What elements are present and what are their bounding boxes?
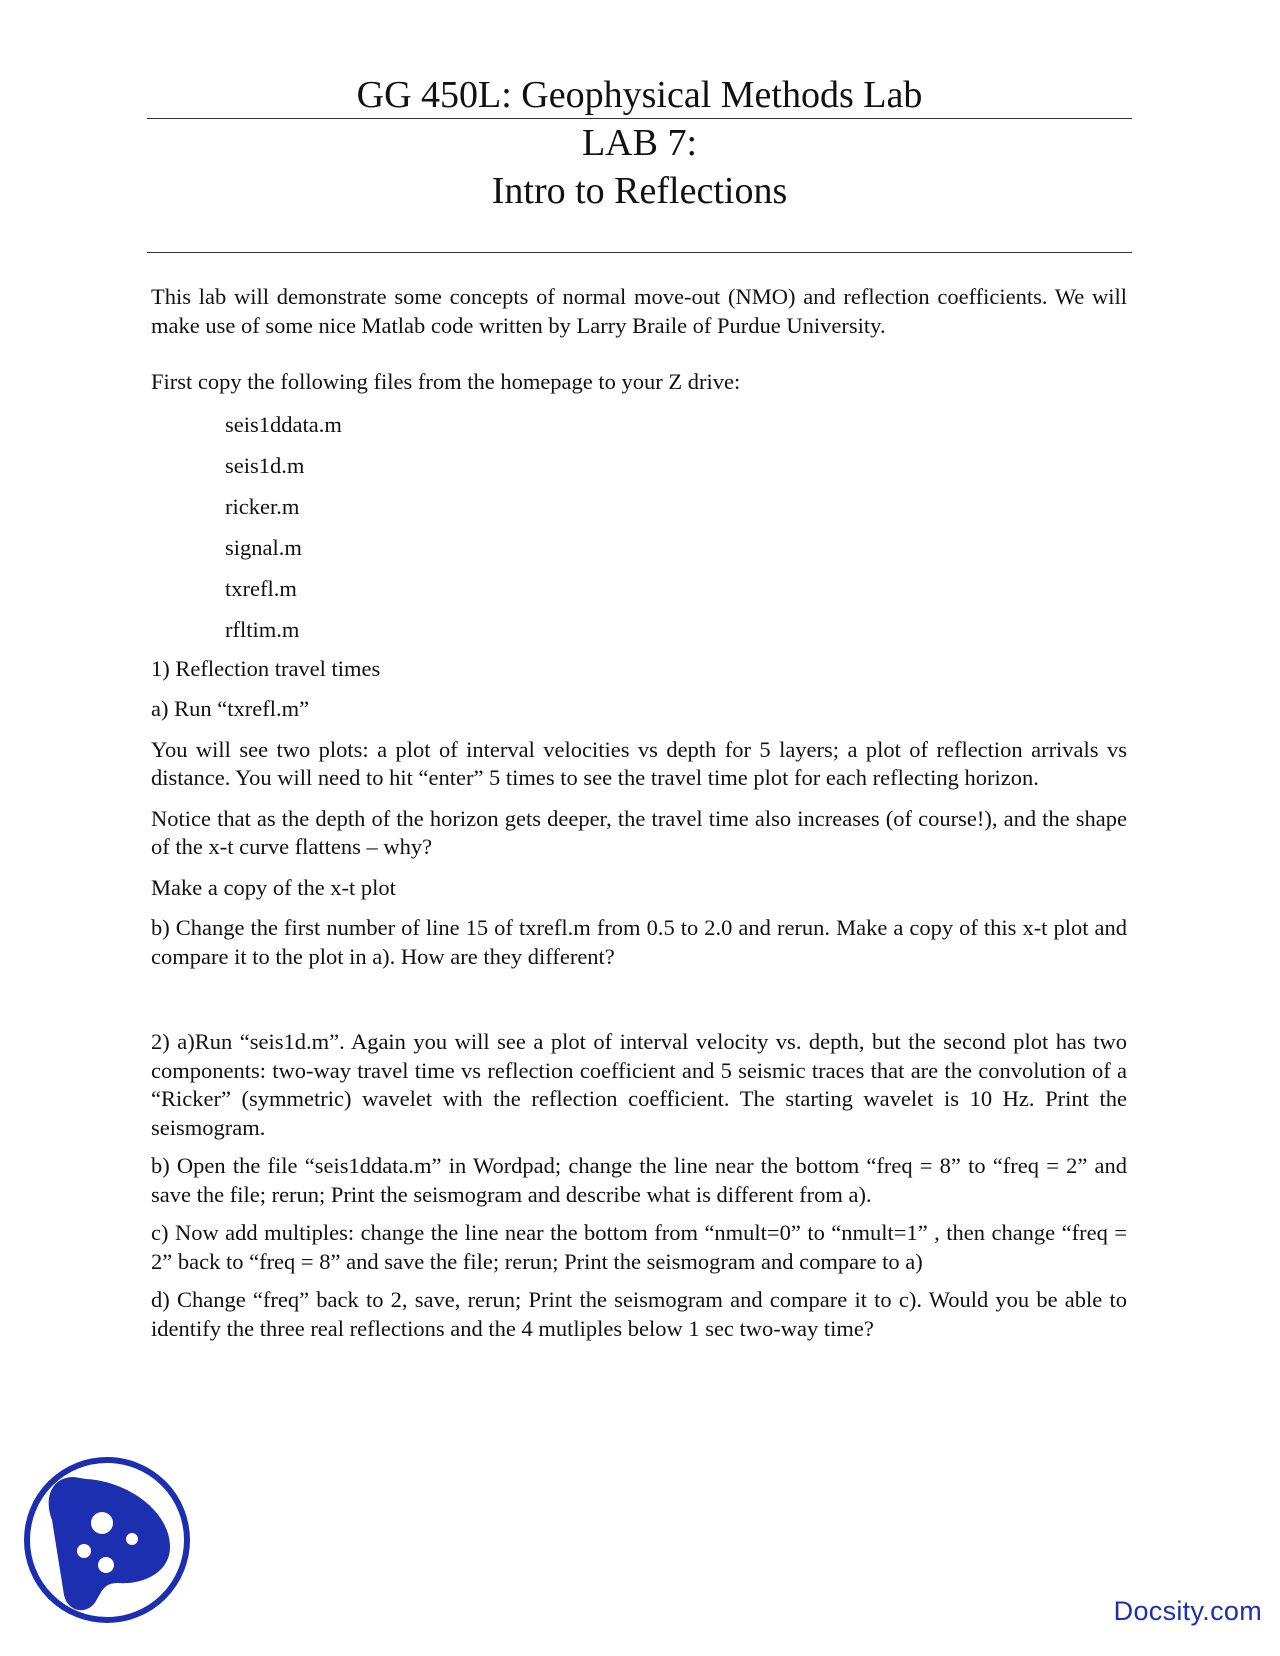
file-item: seis1d.m bbox=[225, 452, 305, 478]
document-header bbox=[147, 72, 1132, 215]
section1-b: b) Change the first number of line 15 of txrefl.m from 0.5 to 2.0 and rerun. Make a copy of this x-t plot and compare it to the plot in a). How are they different? bbox=[151, 915, 1127, 969]
lab-title: Intro to Reflections bbox=[491, 170, 788, 212]
file-item: ricker.m bbox=[225, 493, 300, 519]
file-list bbox=[151, 411, 1127, 657]
lab-number: LAB 7: bbox=[581, 122, 698, 164]
section1-a-description: You will see two plots: a plot of interval velocities vs depth for 5 layers; a plot of reflection arrivals vs distance. You will need to hit “enter” 5 times to see the travel time plot for each reflecting horizon. bbox=[151, 736, 1127, 790]
intro-paragraph: This lab will demonstrate some concepts of normal move-out (NMO) and reflection coefficients. We will make use of some nice Matlab code written by Larry Braile of Purdue University. bbox=[151, 284, 1127, 338]
file-item: signal.m bbox=[225, 534, 302, 560]
section1-heading: 1) Reflection travel times bbox=[151, 655, 381, 681]
copy-instruction: First copy the following files from the homepage to your Z drive: bbox=[151, 369, 741, 394]
section2-d: d) Change “freq” back to 2, save, rerun; Print the seismogram and compare it to c). Would you be able to identify the three real reflections and the 4 mutliples below 1 sec two-way time? bbox=[151, 1287, 1127, 1341]
title-bottom-rule bbox=[147, 252, 1132, 253]
file-item: seis1ddata.m bbox=[225, 411, 342, 437]
section1-a-run: a) Run “txrefl.m” bbox=[151, 696, 310, 721]
section1-copy: Make a copy of the x-t plot bbox=[151, 874, 396, 900]
file-item: rfltim.m bbox=[225, 616, 300, 642]
file-item: txrefl.m bbox=[225, 575, 297, 601]
section1-notice: Notice that as the depth of the horizon gets deeper, the travel time also increases (of course!), and the shape of the x-t curve flattens – why? bbox=[151, 805, 1127, 859]
docsity-logo-icon bbox=[22, 1455, 192, 1625]
course-title: GG 450L: Geophysical Methods Lab bbox=[356, 74, 923, 116]
section2-b: b) Open the file “seis1ddata.m” in Wordpad; change the line near the bottom “freq = 8” to “freq = 2” and save the file; rerun; Print the seismogram and describe what is different from a). bbox=[151, 1153, 1127, 1207]
document-body bbox=[151, 283, 1127, 1343]
docsity-brand-link[interactable]: Docsity.com bbox=[1113, 1596, 1262, 1626]
section2-c: c) Now add multiples: change the line near the bottom from “nmult=0” to “nmult=1” , then change “freq = 2” back to “freq = 8” and save the file; rerun; Print the seismogram and compare to a) bbox=[151, 1220, 1127, 1274]
section2-a: 2) a)Run “seis1d.m”. Again you will see a plot of interval velocity vs. depth, but the second plot has two components: two-way travel time vs reflection coefficient and 5 seismic traces that are the convolution of a “Ricker” (symmetric) wavelet with the reflection coefficient. The starting wavelet is 10 Hz. Print the seismogram. bbox=[151, 1029, 1127, 1140]
